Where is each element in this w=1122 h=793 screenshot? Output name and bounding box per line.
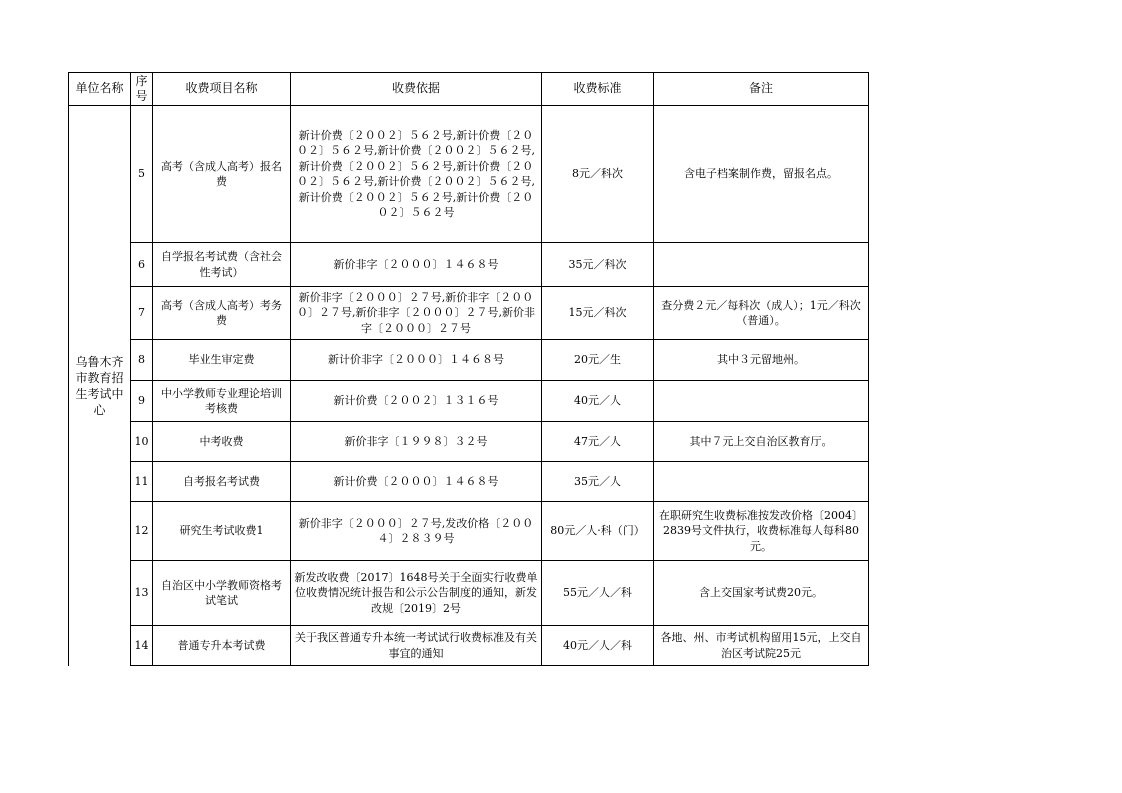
- row-standard: 35元／科次: [542, 243, 654, 287]
- row-seq: 13: [131, 561, 153, 626]
- row-seq: 10: [131, 422, 153, 462]
- header-unit: 单位名称: [69, 73, 131, 106]
- row-basis: 新计价费〔２００２〕１３１６号: [291, 381, 542, 422]
- row-item-name: 自考报名考试费: [153, 462, 291, 502]
- row-seq: 8: [131, 340, 153, 381]
- row-remark: 其中３元留地州。: [654, 340, 869, 381]
- row-standard: 47元／人: [542, 422, 654, 462]
- row-remark: 在职研究生收费标准按发改价格〔2004〕2839号文件执行，收费标准每人每科80元。: [654, 502, 869, 561]
- row-item-name: 中考收费: [153, 422, 291, 462]
- unit-name-cell: 乌鲁木齐市教育招生考试中心: [69, 106, 131, 666]
- row-basis: 新价非字〔２０００〕１４６８号: [291, 243, 542, 287]
- table-row: [69, 287, 869, 340]
- row-standard: 40元／人: [542, 381, 654, 422]
- header-item-name: 收费项目名称: [153, 73, 291, 106]
- row-item-name: 高考（含成人高考）考务费: [153, 287, 291, 340]
- row-standard: 20元／生: [542, 340, 654, 381]
- row-seq: 14: [131, 626, 153, 666]
- row-basis: 新计价费〔２０００〕１４６８号: [291, 462, 542, 502]
- row-remark: [654, 243, 869, 287]
- row-basis: 关于我区普通专升本统一考试试行收费标准及有关事宜的通知: [291, 626, 542, 666]
- table-row: [69, 626, 869, 666]
- table-row: [69, 106, 869, 243]
- row-item-name: 普通专升本考试费: [153, 626, 291, 666]
- table-row: [69, 561, 869, 626]
- row-item-name: 自治区中小学教师资格考试笔试: [153, 561, 291, 626]
- header-row: [69, 73, 869, 106]
- row-remark: 其中７元上交自治区教育厅。: [654, 422, 869, 462]
- row-basis: 新计价费〔２００２〕５６２号,新计价费〔２００２〕５６２号,新计价费〔２００２〕５６２号,新计价费〔２００２〕５６２号,新计价费〔２００２〕５６２号,新计价费〔２００２〕５６２号,新计价费〔２００２〕５６２号,新计价费〔２００２〕５６２号: [291, 106, 542, 243]
- row-basis: 新计价非字〔２０００〕１４６８号: [291, 340, 542, 381]
- table-row: [69, 422, 869, 462]
- row-basis: 新价非字〔１９９８〕３２号: [291, 422, 542, 462]
- row-seq: 5: [131, 106, 153, 243]
- row-item-name: 高考（含成人高考）报名费: [153, 106, 291, 243]
- row-basis: 新价非字〔２０００〕２７号,新价非字〔２０００〕２７号,新价非字〔２０００〕２７号,新价非字〔２０００〕２７号: [291, 287, 542, 340]
- fee-table: [68, 72, 869, 666]
- row-remark: 查分费２元／每科次（成人）；1元／科次（普通）。: [654, 287, 869, 340]
- row-seq: 7: [131, 287, 153, 340]
- table-row: [69, 340, 869, 381]
- row-seq: 11: [131, 462, 153, 502]
- header-standard: 收费标准: [542, 73, 654, 106]
- row-seq: 6: [131, 243, 153, 287]
- row-remark: [654, 381, 869, 422]
- row-item-name: 中小学教师专业理论培训考核费: [153, 381, 291, 422]
- row-remark: 含电子档案制作费，留报名点。: [654, 106, 869, 243]
- row-basis: 新发改收费〔2017〕1648号关于全面实行收费单位收费情况统计报告和公示公告制度的通知，新发改规〔2019〕2号: [291, 561, 542, 626]
- row-item-name: 研究生考试收费1: [153, 502, 291, 561]
- row-item-name: 毕业生审定费: [153, 340, 291, 381]
- row-standard: 35元／人: [542, 462, 654, 502]
- row-standard: 8元／科次: [542, 106, 654, 243]
- row-remark: 各地、州、市考试机构留用15元，上交自治区考试院25元: [654, 626, 869, 666]
- header-seq: 序号: [131, 73, 153, 106]
- row-remark: [654, 462, 869, 502]
- header-remark: 备注: [654, 73, 869, 106]
- row-seq: 9: [131, 381, 153, 422]
- table-row: [69, 243, 869, 287]
- table-row: [69, 502, 869, 561]
- row-seq: 12: [131, 502, 153, 561]
- row-basis: 新价非字〔２０００〕２７号,发改价格〔２００４〕２８３９号: [291, 502, 542, 561]
- row-remark: 含上交国家考试费20元。: [654, 561, 869, 626]
- table-row: [69, 381, 869, 422]
- header-basis: 收费依据: [291, 73, 542, 106]
- table-row: [69, 462, 869, 502]
- row-standard: 80元／人·科（门）: [542, 502, 654, 561]
- row-item-name: 自学报名考试费（含社会性考试）: [153, 243, 291, 287]
- row-standard: 40元／人／科: [542, 626, 654, 666]
- row-standard: 55元／人／科: [542, 561, 654, 626]
- row-standard: 15元／科次: [542, 287, 654, 340]
